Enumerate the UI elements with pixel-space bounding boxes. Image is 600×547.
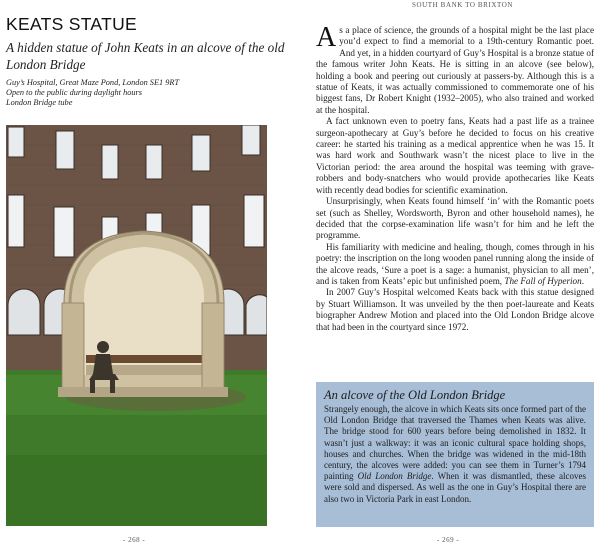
painting-title: Old London Bridge: [357, 471, 432, 482]
page-subtitle: A hidden statue of John Keats in an alcove of the old London Bridge: [6, 40, 285, 72]
address-line: Guy’s Hospital, Great Maze Pond, London SE1 9RT: [6, 78, 180, 87]
paragraph-1: As a place of science, the grounds of a hospital might be the last place you’d expect to find a memorial to a 19th-century Romantic poet. And yet, in a hidden courtyard of Guy’s Hospital is a bronze statue of the famous writer John Keats. He is sitting in an alcove (see below), holding a book and peering out curiously at passers-by. Although this is a statue of Keats, it was actually commissioned to commemorate one of his biggest fans, Dr Robert Knight (1932–2005), who also trained and worked at the hospital.: [316, 22, 594, 115]
poem-title: The Fall of Hyperion: [504, 275, 582, 286]
page-number-left: - 268 -: [123, 536, 146, 544]
page-title: KEATS STATUE: [6, 14, 137, 34]
drop-cap: A: [316, 22, 337, 53]
sidebar-title: An alcove of the Old London Bridge: [324, 388, 506, 402]
article-body: [316, 22, 594, 333]
transport-line: London Bridge tube: [6, 98, 73, 108]
right-page: [300, 0, 600, 547]
paragraph-4: His familiarity with medicine and healing, though, comes through in his poetry: the inscription on the long wooden panel running along the inside of the alcove reads, ‘Sure a poet is a sage: a humanist, physician to all men’, and is taken from Keats’ epic but unfinished poem, The Fall of Hyperion.: [316, 241, 594, 286]
running-head: SOUTH BANK TO BRIXTON: [412, 1, 514, 9]
page-number-right: - 269 -: [437, 536, 460, 544]
keats-statue-photo: [6, 125, 267, 526]
location-info: [6, 78, 296, 109]
paragraph-2: A fact unknown even to poetry fans, Keats had a past life as a trainee surgeon-apothecary at Guy’s before he decided to focus on his creative career: he started his training as a medical apprentice when he was 15. It was hard work and Southwark wasn’t the nicest place to live in the Victorian period: the area around the hospital was teeming with grave-robbers and body-snatchers who would provide apothecaries like Keats with recently dead bodies for scientific examination.: [316, 116, 594, 195]
sidebar-box: [316, 382, 594, 527]
paragraph-3: Unsurprisingly, when Keats found himself ‘in’ with the Romantic poets set (such as Shelley, Wordsworth, Byron and other household names), he decided that the corpse-examination life wasn’t for him and he left the programme.: [316, 196, 594, 241]
opening-hours-line: Open to the public during daylight hours: [6, 88, 142, 98]
sidebar-text: Strangely enough, the alcove in which Keats sits once formed part of the Old London Bridge that traversed the Thames when Keats was alive. The bridge stood for 600 years before being demolished in 1832. It wasn’t just a walkway: it was an iconic cultural space holding shops, houses and churches. When the bridge was widened in the mid-18th century, the alcoves were added: you can see them in Turner’s 1794 painting Old London Bridge. When it was dismantled, these alcoves were sold and dispersed. As well as the one in Guy’s Hospital there are also two in Victoria Park in east London.: [324, 404, 586, 504]
paragraph-5: In 2007 Guy’s Hospital welcomed Keats back with this statue designed by Stuart Williamson. It was unveiled by the then poet-laureate and Keats biographer Andrew Motion and placed into the Old London Bridge alcove that had been in the courtyard since 1972.: [316, 287, 594, 332]
